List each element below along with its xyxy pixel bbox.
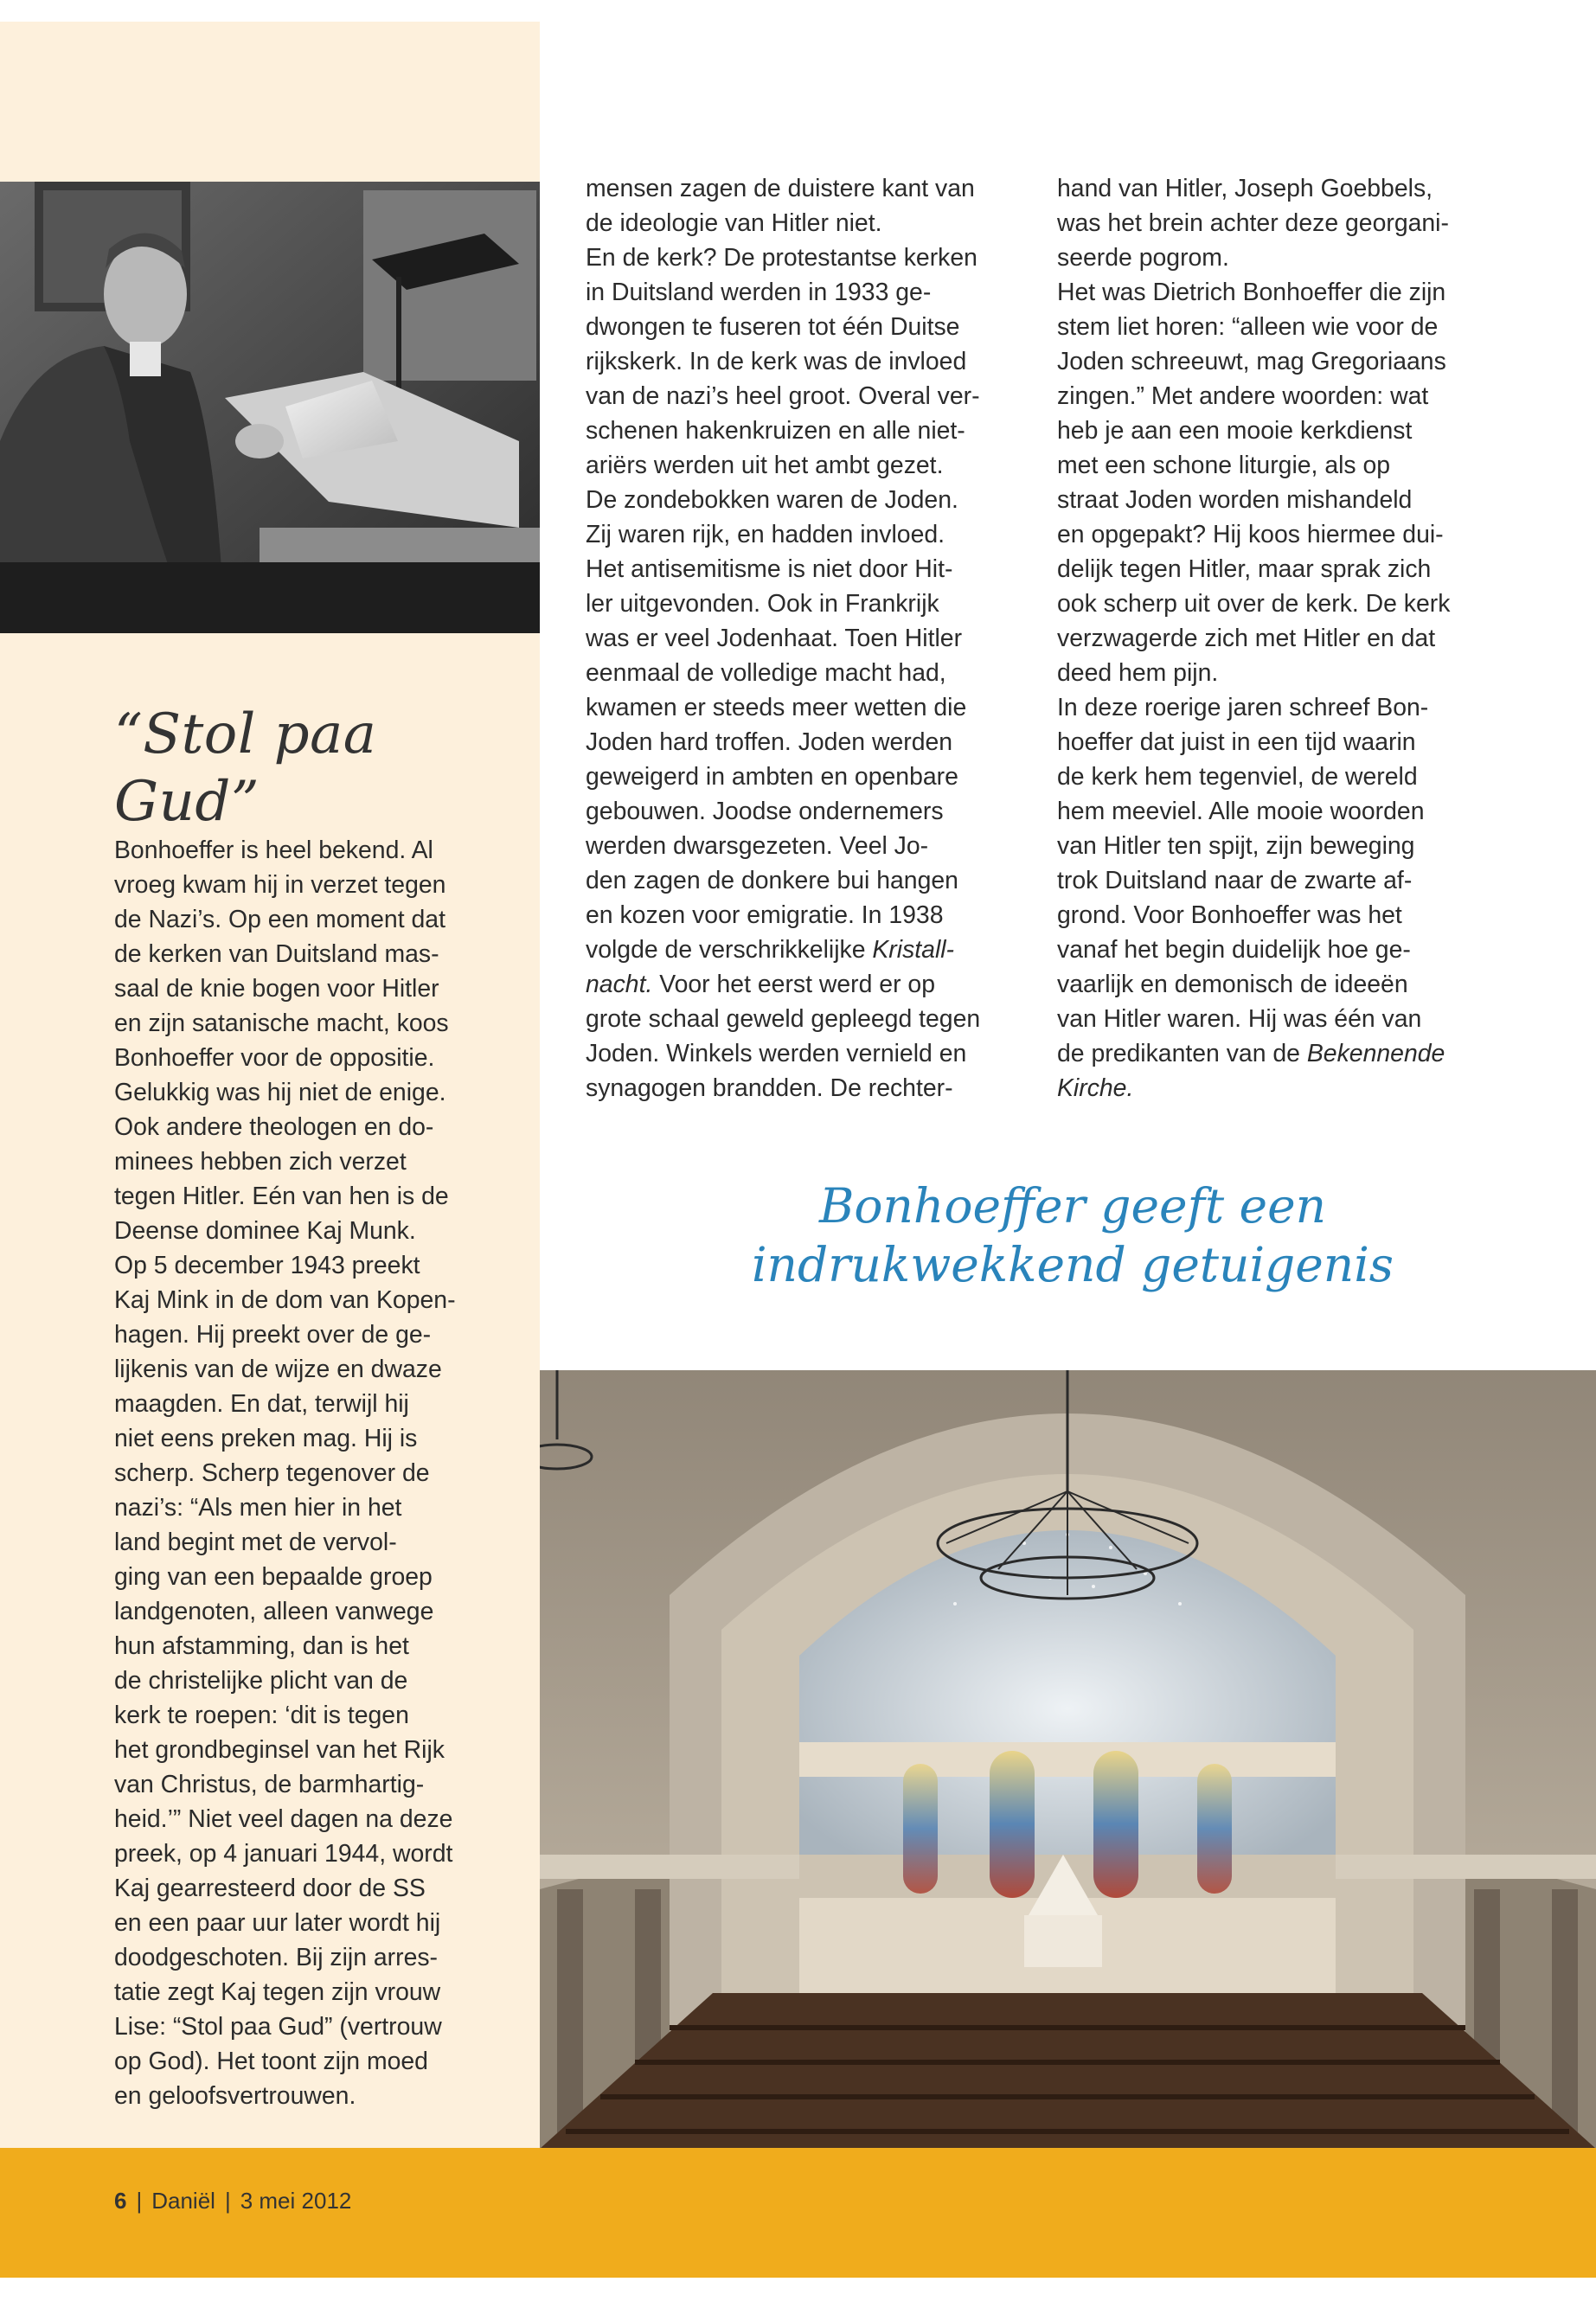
article-column-2	[586, 171, 1018, 1106]
italic-term-kristallnacht-end: nacht.	[586, 971, 653, 998]
text-line: was het brein achter deze georgani-	[1057, 209, 1449, 237]
text-line: hun afstamming, dan is het	[114, 1632, 409, 1660]
text-line: Gelukkig was hij niet de enige.	[114, 1079, 446, 1106]
text-line: rijkskerk. In de kerk was de invloed	[586, 348, 967, 375]
text-line: vaarlijk en demonisch de ideeën	[1057, 971, 1408, 998]
text-line: den zagen de donkere bui hangen	[586, 867, 958, 894]
article-column-3	[1057, 171, 1507, 1106]
text-line: Joden schreeuwt, mag Gregoriaans	[1057, 348, 1446, 375]
pull-quote-line: Bonhoeffer geeft een	[818, 1178, 1327, 1234]
italic-term-bekennende: Bekennende	[1306, 1040, 1445, 1067]
text-line	[586, 967, 1018, 1002]
text-line: en zijn satanische macht, koos	[114, 1009, 449, 1037]
footer	[114, 2188, 351, 2214]
text-line: en een paar uur later wordt hij	[114, 1909, 441, 1937]
text-line: minees hebben zich verzet	[114, 1148, 407, 1176]
text-line: seerde pogrom.	[1057, 244, 1229, 272]
text-line: zingen.” Met andere woorden: wat	[1057, 382, 1429, 410]
text-line: hand van Hitler, Joseph Goebbels,	[1057, 175, 1433, 202]
sidebar-heading: “Stol paa Gud”	[114, 702, 377, 834]
text-line: dwongen te fuseren tot één Duitse	[586, 313, 960, 341]
text-line: preek, op 4 januari 1944, wordt	[114, 1840, 453, 1868]
text-line: heid.’” Niet veel dagen na deze	[114, 1805, 453, 1833]
text-line: grote schaal geweld gepleegd tegen	[586, 1005, 981, 1033]
text-line: kerk te roepen: ‘dit is tegen	[114, 1702, 409, 1729]
text-line: en geloofsvertrouwen.	[114, 2082, 356, 2110]
text-line: schenen hakenkruizen en alle niet-	[586, 417, 965, 445]
text-line: de Nazi’s. Op een moment dat	[114, 906, 445, 933]
pull-quote	[623, 1176, 1522, 1294]
text-line: straat Joden worden mishandeld	[1057, 486, 1413, 514]
text-line: scherp. Scherp tegenover de	[114, 1459, 430, 1487]
text-line: Lise: “Stol paa Gud” (vertrouw	[114, 2013, 442, 2041]
text-line: hem meeviel. Alle mooie woorden	[1057, 798, 1425, 825]
text-line: Bonhoeffer is heel bekend. Al	[114, 836, 433, 864]
text-line: ariërs werden uit het ambt gezet.	[586, 452, 944, 479]
text-line: in Duitsland werden in 1933 ge-	[586, 279, 932, 306]
text-line: werden dwarsgezeten. Veel Jo-	[586, 832, 929, 860]
text-line: Joden. Winkels werden vernield en	[586, 1040, 967, 1067]
text-line: tatie zegt Kaj tegen zijn vrouw	[114, 1978, 441, 2006]
text-line	[586, 933, 1018, 967]
text-line: de christelijke plicht van de	[114, 1667, 408, 1695]
footer-separator: |	[224, 2188, 231, 2214]
text-line: en opgepakt? Hij koos hiermee dui-	[1057, 521, 1444, 548]
text-line: Op 5 december 1943 preekt	[114, 1252, 420, 1279]
text-line: landgenoten, alleen vanwege	[114, 1598, 434, 1625]
text-line: trok Duitsland naar de zwarte af-	[1057, 867, 1413, 894]
text-line: ging van een bepaalde groep	[114, 1563, 433, 1591]
text-line: Kaj gearresteerd door de SS	[114, 1875, 426, 1902]
text-line: vanaf het begin duidelijk hoe ge-	[1057, 936, 1411, 964]
page-number: 6	[114, 2188, 127, 2214]
text-line: maagden. En dat, terwijl hij	[114, 1390, 409, 1418]
text-line: verzwagerde zich met Hitler en dat	[1057, 625, 1436, 652]
church-interior-photo	[540, 1370, 1596, 2149]
text-line: lijkenis van de wijze en dwaze	[114, 1356, 442, 1383]
publication-date: 3 mei 2012	[240, 2188, 352, 2214]
pull-quote-line: indrukwekkend getuigenis	[751, 1237, 1394, 1292]
text-line: vroeg kwam hij in verzet tegen	[114, 871, 446, 899]
text-line: Het antisemitisme is niet door Hit-	[586, 555, 953, 583]
text-line: van Christus, de barmhartig-	[114, 1771, 425, 1798]
text-segment: de predikanten van de	[1057, 1040, 1307, 1067]
text-line: doodgeschoten. Bij zijn arres-	[114, 1944, 439, 1971]
text-line: delijk tegen Hitler, maar sprak zich	[1057, 555, 1432, 583]
text-line: nazi’s: “Als men hier in het	[114, 1494, 402, 1522]
text-line: de ideologie van Hitler niet.	[586, 209, 882, 237]
text-line: Joden hard troffen. Joden werden	[586, 728, 953, 756]
text-line: synagogen brandden. De rechter-	[586, 1074, 953, 1102]
text-line: ler uitgevonden. Ook in Frankrijk	[586, 590, 939, 618]
text-line: de kerk hem tegenviel, de wereld	[1057, 763, 1418, 791]
italic-term-kirche: Kirche.	[1057, 1074, 1134, 1102]
publication-name: Daniël	[151, 2188, 215, 2214]
text-line: Deense dominee Kaj Munk.	[114, 1217, 416, 1245]
text-line: kwamen er steeds meer wetten die	[586, 694, 967, 721]
text-line: Bonhoeffer voor de oppositie.	[114, 1044, 435, 1072]
text-line: de kerken van Duitsland mas-	[114, 940, 439, 968]
text-line: mensen zagen de duistere kant van	[586, 175, 975, 202]
italic-term-kristallnacht: Kristall-	[872, 936, 955, 964]
text-line: met een schone liturgie, als op	[1057, 452, 1391, 479]
text-line: van Hitler waren. Hij was één van	[1057, 1005, 1422, 1033]
text-line: hagen. Hij preekt over de ge-	[114, 1321, 432, 1349]
text-line: en kozen voor emigratie. In 1938	[586, 901, 944, 929]
text-segment: Voor het eerst werd er op	[652, 971, 936, 998]
text-line: stem liet horen: “alleen wie voor de	[1057, 313, 1439, 341]
text-line: Het was Dietrich Bonhoeffer die zijn	[1057, 279, 1446, 306]
text-line: Zij waren rijk, en hadden invloed.	[586, 521, 945, 548]
text-line: saal de knie bogen voor Hitler	[114, 975, 439, 1003]
text-line: niet eens preken mag. Hij is	[114, 1425, 418, 1452]
sidebar-body	[114, 833, 512, 2113]
text-line: op God). Het toont zijn moed	[114, 2048, 428, 2075]
text-line: eenmaal de volledige macht had,	[586, 659, 946, 687]
text-line: En de kerk? De protestantse kerken	[586, 244, 977, 272]
text-line: tegen Hitler. Eén van hen is de	[114, 1183, 449, 1210]
portrait-photo	[0, 182, 540, 633]
text-line: land begint met de vervol-	[114, 1529, 397, 1556]
text-line: heb je aan een mooie kerkdienst	[1057, 417, 1413, 445]
text-line: grond. Voor Bonhoeffer was het	[1057, 901, 1402, 929]
text-line: van Hitler ten spijt, zijn beweging	[1057, 832, 1415, 860]
text-line	[1057, 1071, 1507, 1106]
text-line: geweigerd in ambten en openbare	[586, 763, 958, 791]
text-line: was er veel Jodenhaat. Toen Hitler	[586, 625, 963, 652]
text-line: ook scherp uit over de kerk. De kerk	[1057, 590, 1451, 618]
text-line: De zondebokken waren de Joden.	[586, 486, 958, 514]
text-segment: volgde de verschrikkelijke	[586, 936, 873, 964]
text-line: het grondbeginsel van het Rijk	[114, 1736, 445, 1764]
text-line: van de nazi’s heel groot. Overal ver-	[586, 382, 980, 410]
text-line: hoeffer dat juist in een tijd waarin	[1057, 728, 1416, 756]
text-line	[1057, 1036, 1507, 1071]
text-line: Ook andere theologen en do-	[114, 1113, 434, 1141]
text-line: gebouwen. Joodse ondernemers	[586, 798, 944, 825]
text-line: In deze roerige jaren schreef Bon-	[1057, 694, 1429, 721]
text-line: Kaj Mink in de dom van Kopen-	[114, 1286, 456, 1314]
text-line: deed hem pijn.	[1057, 659, 1219, 687]
footer-separator: |	[136, 2188, 143, 2214]
